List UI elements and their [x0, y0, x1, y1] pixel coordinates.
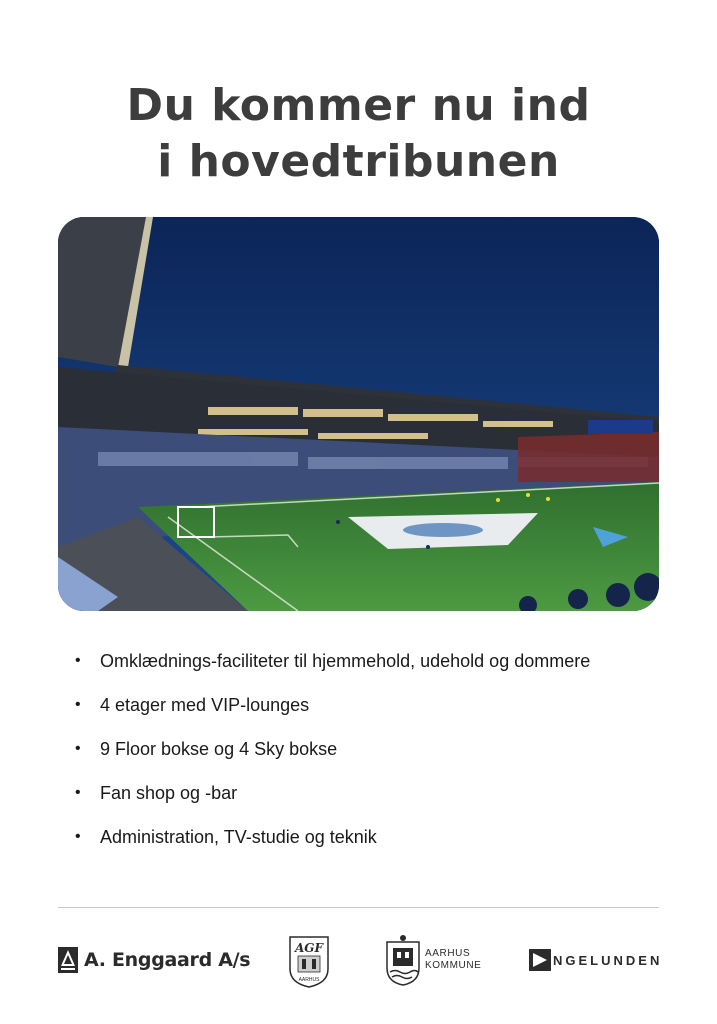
bullet-icon: •: [75, 740, 81, 757]
list-item-text: 9 Floor bokse og 4 Sky bokse: [100, 739, 338, 759]
engelunden-logo: [529, 930, 662, 990]
enggaard-logo: [58, 930, 250, 990]
bullet-icon: •: [75, 784, 81, 801]
page-title: [0, 78, 717, 190]
title-line-2: i hovedtribunen: [157, 136, 560, 187]
list-item: [75, 822, 675, 866]
engelunden-mark-icon: [529, 949, 551, 971]
feature-list: [75, 646, 675, 866]
stadium-photo: [58, 217, 659, 611]
agf-crest-icon: [287, 935, 331, 989]
aarhus-kommune-logo: [385, 930, 481, 990]
title-line-1: Du kommer nu ind: [126, 80, 591, 131]
bullet-icon: •: [75, 696, 81, 713]
footer-divider: [58, 907, 659, 908]
agf-crest-text: AGF: [294, 941, 324, 955]
list-item: [75, 690, 675, 734]
bullet-icon: •: [75, 652, 81, 669]
list-item-text: 4 etager med VIP-lounges: [100, 695, 310, 715]
agf-crest-subtext: AARHUS: [298, 977, 320, 983]
aarhus-logo-line-2: KOMMUNE: [425, 960, 482, 971]
engelunden-logo-text: NGELUNDEN: [553, 952, 663, 968]
list-item-text: Fan shop og -bar: [100, 783, 238, 803]
bullet-icon: •: [75, 828, 81, 845]
aarhus-crest-icon: [385, 934, 421, 986]
list-item-text: Omklædnings-faciliteter til hjemmehold, udehold og dommere: [100, 651, 591, 671]
list-item: [75, 646, 675, 690]
list-item-text: Administration, TV-studie og teknik: [100, 827, 377, 847]
agf-logo: [287, 932, 331, 992]
enggaard-logo-text: A. Enggaard A/s: [84, 949, 251, 971]
list-item: [75, 778, 675, 822]
enggaard-mark-icon: [58, 947, 78, 973]
aarhus-logo-line-1: AARHUS: [425, 948, 471, 959]
list-item: [75, 734, 675, 778]
